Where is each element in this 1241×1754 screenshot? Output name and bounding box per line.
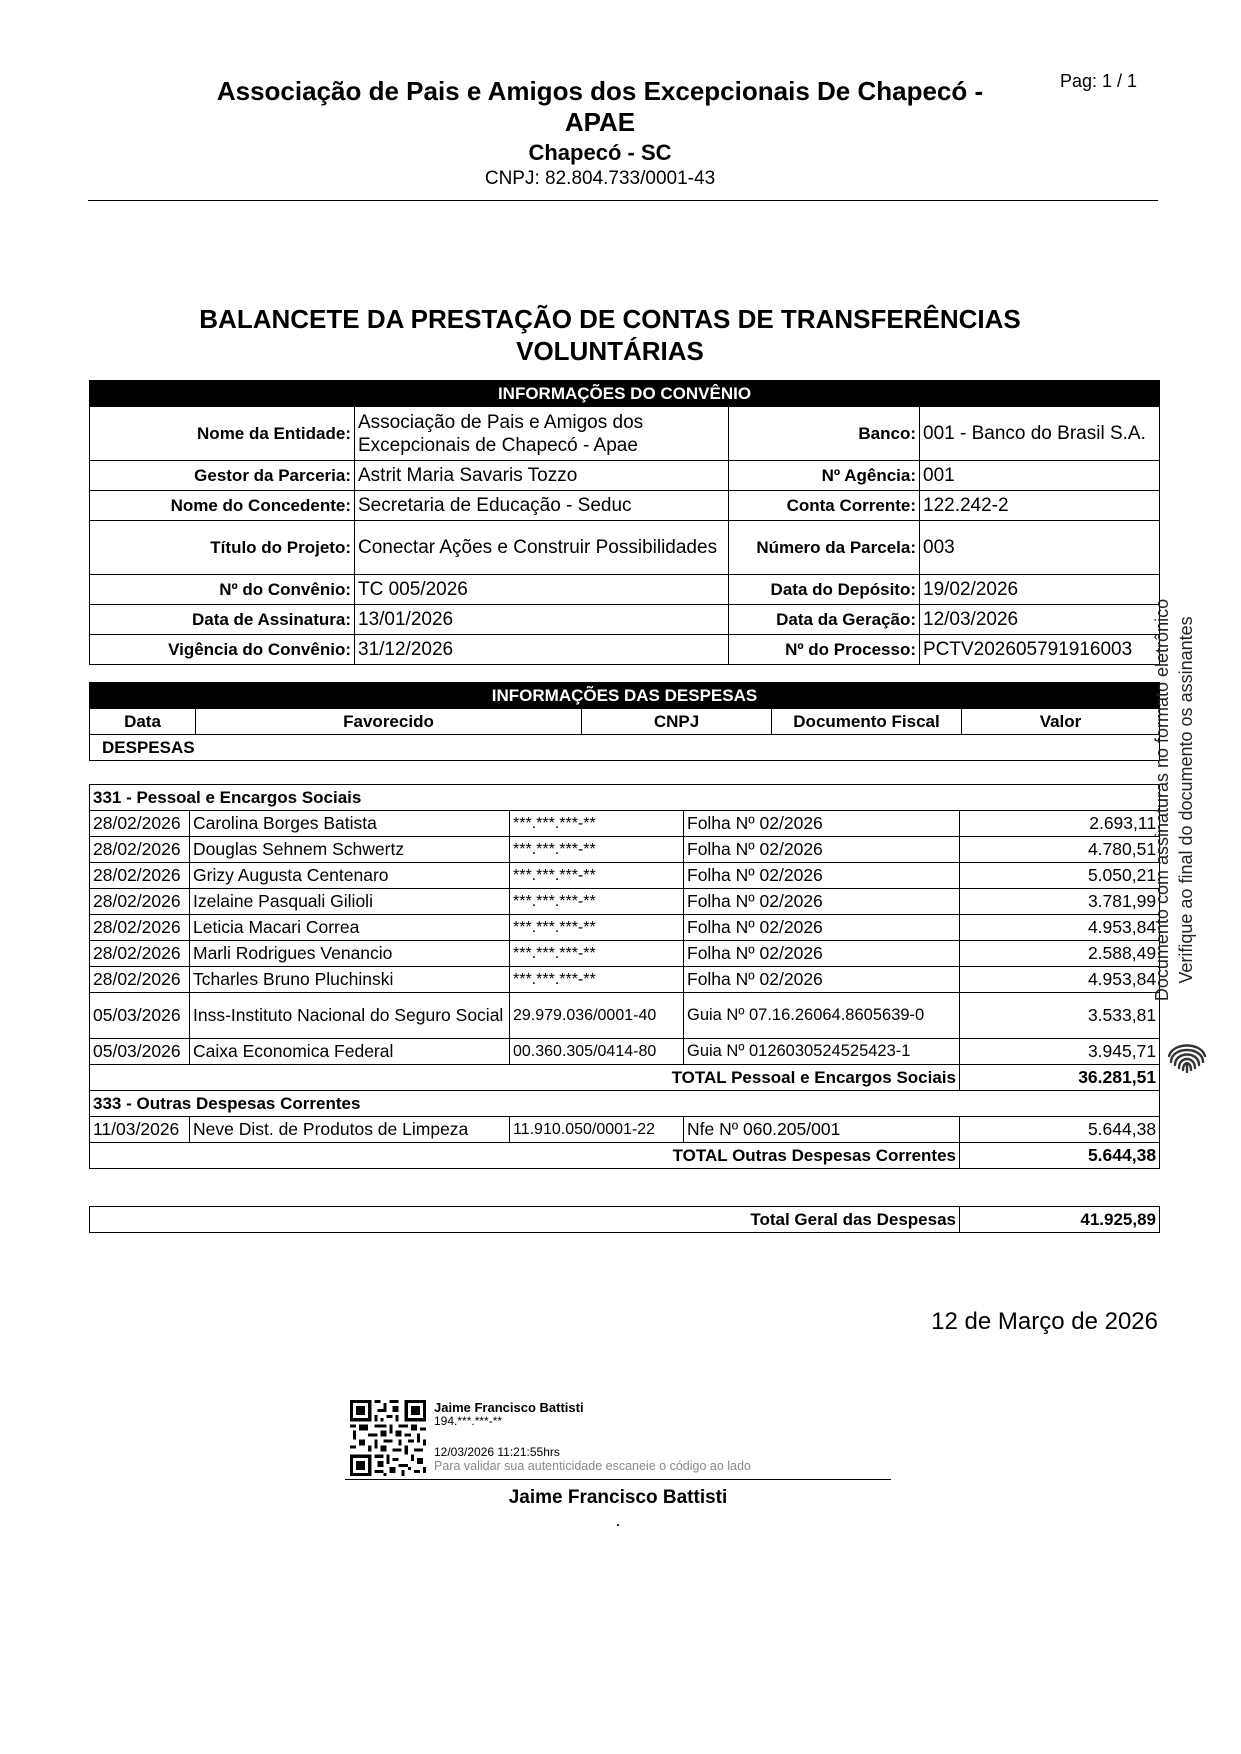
row-valor: 3.945,71 bbox=[960, 1039, 1160, 1065]
value-data-deposito: 19/02/2026 bbox=[920, 575, 1160, 605]
row-valor: 3.781,99 bbox=[960, 889, 1160, 915]
table-row bbox=[90, 915, 1160, 941]
table-row bbox=[90, 1039, 1160, 1065]
value-data-assinatura: 13/01/2026 bbox=[355, 605, 729, 635]
fingerprint-icon bbox=[1163, 1032, 1211, 1080]
table-row bbox=[90, 837, 1160, 863]
row-documento: Folha Nº 02/2026 bbox=[684, 941, 960, 967]
organization-city: Chapecó - SC bbox=[528, 140, 672, 165]
table-row bbox=[90, 1117, 1160, 1143]
value-numero-convenio: TC 005/2026 bbox=[355, 575, 729, 605]
table-row bbox=[90, 967, 1160, 993]
label-data-assinatura: Data de Assinatura: bbox=[90, 605, 355, 635]
row-favorecido: Neve Dist. de Produtos de Limpeza bbox=[190, 1117, 510, 1143]
row-cnpj: ***.***.***-** bbox=[510, 915, 684, 941]
row-favorecido: Marli Rodrigues Venancio bbox=[190, 941, 510, 967]
value-vigencia: 31/12/2026 bbox=[355, 635, 729, 665]
signature-line bbox=[345, 1479, 891, 1480]
organization-cnpj: CNPJ: 82.804.733/0001-43 bbox=[484, 168, 716, 189]
value-agencia: 001 bbox=[920, 461, 1160, 491]
row-date: 28/02/2026 bbox=[90, 863, 190, 889]
row-favorecido: Tcharles Bruno Pluchinski bbox=[190, 967, 510, 993]
label-agencia: Nº Agência: bbox=[729, 461, 920, 491]
convenio-table bbox=[89, 380, 1160, 665]
value-numero-processo: PCTV202605791916003 bbox=[920, 635, 1160, 665]
despesas-header-table bbox=[89, 682, 1160, 761]
stamp-line-1: Documento com assinaturas no formato eletrônico bbox=[1152, 598, 1172, 1002]
document-date: 12 de Março de 2026 bbox=[931, 1308, 1158, 1335]
row-valor: 2.693,11 bbox=[960, 811, 1160, 837]
row-date: 28/02/2026 bbox=[90, 811, 190, 837]
row-documento: Nfe Nº 060.205/001 bbox=[684, 1117, 960, 1143]
label-gestor: Gestor da Parceria: bbox=[90, 461, 355, 491]
value-data-geracao: 12/03/2026 bbox=[920, 605, 1160, 635]
signer-name-small: Jaime Francisco Battisti bbox=[434, 1400, 584, 1415]
document-title: BALANCETE DA PRESTAÇÃO DE CONTAS DE TRANSFERÊNCIAS VOLUNTÁRIAS bbox=[199, 304, 1021, 366]
label-banco: Banco: bbox=[729, 407, 920, 461]
row-date: 05/03/2026 bbox=[90, 1039, 190, 1065]
header-divider bbox=[88, 200, 1158, 201]
label-vigencia: Vigência do Convênio: bbox=[90, 635, 355, 665]
row-favorecido: Grizy Augusta Centenaro bbox=[190, 863, 510, 889]
row-favorecido: Inss-Instituto Nacional do Seguro Social bbox=[190, 993, 510, 1039]
signature-validation-hint: Para validar sua autenticidade escaneie o código ao lado bbox=[434, 1459, 751, 1473]
page-number: Pag: 1 / 1 bbox=[1060, 71, 1138, 91]
value-banco: 001 - Banco do Brasil S.A. bbox=[920, 407, 1160, 461]
total-value-outras: 5.644,38 bbox=[960, 1143, 1160, 1169]
value-concedente: Secretaria de Educação - Seduc bbox=[355, 491, 729, 521]
table-row bbox=[90, 863, 1160, 889]
row-date: 28/02/2026 bbox=[90, 967, 190, 993]
row-valor: 3.533,81 bbox=[960, 993, 1160, 1039]
grand-total-value: 41.925,89 bbox=[960, 1207, 1160, 1233]
row-valor: 4.953,84 bbox=[960, 967, 1160, 993]
row-documento: Folha Nº 02/2026 bbox=[684, 967, 960, 993]
total-value-pessoal: 36.281,51 bbox=[960, 1065, 1160, 1091]
row-valor: 4.780,51 bbox=[960, 837, 1160, 863]
electronic-signature-stamp bbox=[1150, 560, 1210, 1040]
label-conta-corrente: Conta Corrente: bbox=[729, 491, 920, 521]
organization-name: Associação de Pais e Amigos dos Excepcionais De Chapecó - APAE bbox=[216, 76, 984, 137]
row-valor: 4.953,84 bbox=[960, 915, 1160, 941]
row-cnpj: ***.***.***-** bbox=[510, 967, 684, 993]
row-cnpj: ***.***.***-** bbox=[510, 889, 684, 915]
label-nome-entidade: Nome da Entidade: bbox=[90, 407, 355, 461]
table-row bbox=[90, 941, 1160, 967]
qr-code-icon bbox=[350, 1400, 426, 1476]
row-cnpj: 11.910.050/0001-22 bbox=[510, 1117, 684, 1143]
row-documento: Folha Nº 02/2026 bbox=[684, 837, 960, 863]
row-cnpj: ***.***.***-** bbox=[510, 811, 684, 837]
stamp-line-2: Verifique ao final do documento os assinantes bbox=[1176, 616, 1196, 984]
row-date: 28/02/2026 bbox=[90, 837, 190, 863]
grand-total-label: Total Geral das Despesas bbox=[90, 1207, 960, 1233]
row-documento: Folha Nº 02/2026 bbox=[684, 889, 960, 915]
row-favorecido: Carolina Borges Batista bbox=[190, 811, 510, 837]
label-numero-convenio: Nº do Convênio: bbox=[90, 575, 355, 605]
label-concedente: Nome do Concedente: bbox=[90, 491, 355, 521]
column-header-data: Data bbox=[90, 709, 196, 735]
row-documento: Guia Nº 0126030524525423-1 bbox=[684, 1039, 960, 1065]
label-data-geracao: Data da Geração: bbox=[729, 605, 920, 635]
row-valor: 2.588,49 bbox=[960, 941, 1160, 967]
label-numero-processo: Nº do Processo: bbox=[729, 635, 920, 665]
value-gestor: Astrit Maria Savaris Tozzo bbox=[355, 461, 729, 491]
row-documento: Folha Nº 02/2026 bbox=[684, 811, 960, 837]
row-date: 05/03/2026 bbox=[90, 993, 190, 1039]
row-valor: 5.644,38 bbox=[960, 1117, 1160, 1143]
convenio-heading: INFORMAÇÕES DO CONVÊNIO bbox=[90, 381, 1160, 407]
label-data-deposito: Data do Depósito: bbox=[729, 575, 920, 605]
value-numero-parcela: 003 bbox=[920, 521, 1160, 575]
row-documento: Folha Nº 02/2026 bbox=[684, 915, 960, 941]
row-valor: 5.050,21 bbox=[960, 863, 1160, 889]
total-label-pessoal: TOTAL Pessoal e Encargos Sociais bbox=[90, 1065, 960, 1091]
row-cnpj: 29.979.036/0001-40 bbox=[510, 993, 684, 1039]
row-date: 28/02/2026 bbox=[90, 915, 190, 941]
table-row bbox=[90, 811, 1160, 837]
row-favorecido: Izelaine Pasquali Gilioli bbox=[190, 889, 510, 915]
row-documento: Guia Nº 07.16.26064.8605639-0 bbox=[684, 993, 960, 1039]
despesas-table bbox=[89, 784, 1160, 1169]
value-titulo-projeto: Conectar Ações e Construir Possibilidades bbox=[355, 521, 729, 575]
signer-name: Jaime Francisco Battisti bbox=[508, 1487, 728, 1508]
table-row bbox=[90, 889, 1160, 915]
label-numero-parcela: Número da Parcela: bbox=[729, 521, 920, 575]
row-cnpj: ***.***.***-** bbox=[510, 837, 684, 863]
row-date: 28/02/2026 bbox=[90, 889, 190, 915]
column-header-valor: Valor bbox=[962, 709, 1160, 735]
grand-total-table bbox=[89, 1206, 1160, 1233]
section-title-pessoal: 331 - Pessoal e Encargos Sociais bbox=[90, 785, 1160, 811]
table-row bbox=[90, 993, 1160, 1039]
column-header-documento: Documento Fiscal bbox=[772, 709, 962, 735]
row-favorecido: Douglas Sehnem Schwertz bbox=[190, 837, 510, 863]
label-titulo-projeto: Título do Projeto: bbox=[90, 521, 355, 575]
signature-timestamp: 12/03/2026 11:21:55hrs bbox=[434, 1445, 560, 1459]
signer-subtitle: . bbox=[615, 1510, 621, 1530]
column-header-cnpj: CNPJ bbox=[582, 709, 772, 735]
value-conta-corrente: 122.242-2 bbox=[920, 491, 1160, 521]
row-date: 11/03/2026 bbox=[90, 1117, 190, 1143]
row-favorecido: Caixa Economica Federal bbox=[190, 1039, 510, 1065]
row-favorecido: Leticia Macari Correa bbox=[190, 915, 510, 941]
section-title-outras: 333 - Outras Despesas Correntes bbox=[90, 1091, 1160, 1117]
row-documento: Folha Nº 02/2026 bbox=[684, 863, 960, 889]
total-label-outras: TOTAL Outras Despesas Correntes bbox=[90, 1143, 960, 1169]
signer-cpf: 194.***.***-** bbox=[434, 1414, 503, 1428]
despesas-label: DESPESAS bbox=[90, 735, 1160, 761]
value-nome-entidade: Associação de Pais e Amigos dos Excepcionais de Chapecó - Apae bbox=[355, 407, 729, 461]
row-cnpj: ***.***.***-** bbox=[510, 941, 684, 967]
despesas-heading: INFORMAÇÕES DAS DESPESAS bbox=[90, 683, 1160, 709]
row-cnpj: 00.360.305/0414-80 bbox=[510, 1039, 684, 1065]
row-cnpj: ***.***.***-** bbox=[510, 863, 684, 889]
column-header-favorecido: Favorecido bbox=[196, 709, 582, 735]
row-date: 28/02/2026 bbox=[90, 941, 190, 967]
